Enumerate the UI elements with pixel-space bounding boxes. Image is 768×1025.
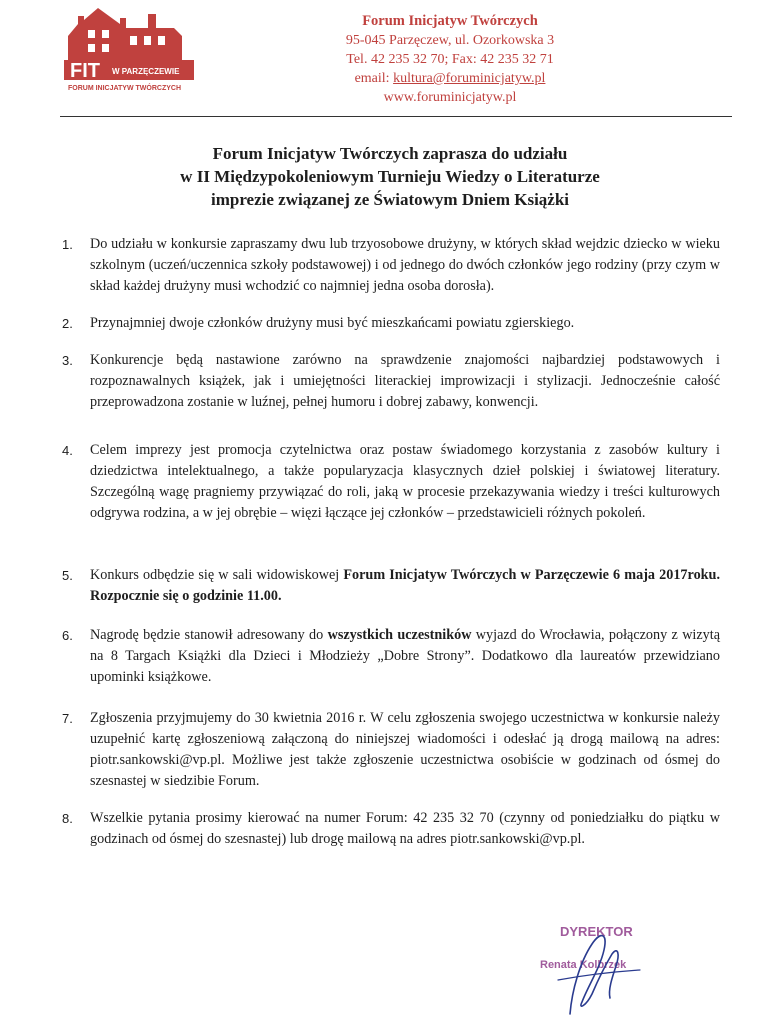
list-item-2 — [62, 313, 720, 334]
item-text-bold: Forum Inicjatyw Twórczych w Parzęczewie 6 maja 2017roku. Rozpocznie się o godzinie 11.00. — [90, 567, 720, 604]
item-number: 5. — [62, 568, 73, 583]
item-text-pre: Nagrodę będzie stanowił adresowany do — [90, 627, 328, 643]
logo-mark: FIT — [70, 60, 100, 82]
email-link[interactable]: kultura@foruminicjatyw.pl — [393, 71, 546, 86]
logo-subtitle: W PARZĘCZEWIE — [112, 67, 180, 76]
item-text-pre: Konkurs odbędzie się w sali widowiskowej — [90, 567, 344, 583]
letterhead-email-line — [330, 69, 570, 88]
item-text — [90, 625, 720, 688]
title-line-1: Forum Inicjatyw Twórczych zaprasza do udziału — [212, 144, 568, 163]
list-item-5 — [62, 565, 720, 607]
stamp-name: Renata Kolbrzek — [540, 959, 627, 971]
list-item-7 — [62, 708, 720, 792]
letterhead-phone: Tel. 42 235 32 70; Fax: 42 235 32 71 — [346, 52, 554, 67]
fit-logo — [58, 6, 200, 92]
item-text: Zgłoszenia przyjmujemy do 30 kwietnia 2016 r. W celu zgłoszenia swojego uczestnictwa w konkursie należy uzupełnić kartę zgłoszeniową załączoną do niniejszej wiadomości i odesłać ją drogą mailową na adres: piotr.sankowski@vp.pl. Możliwe jest także zgłoszenie uczestnictwa osobiście w godzinach od ósmej do szesnastej w siedzibie Forum. — [90, 710, 720, 789]
item-number: 8. — [62, 811, 73, 826]
item-text — [90, 565, 720, 607]
item-number: 6. — [62, 628, 73, 643]
letterhead-website[interactable]: www.foruminicjatyw.pl — [383, 90, 517, 105]
document-title — [60, 142, 720, 211]
item-number: 7. — [62, 711, 73, 726]
item-number: 2. — [62, 316, 73, 331]
list-item-3 — [62, 350, 720, 413]
letterhead — [330, 12, 570, 107]
letterhead-org: Forum Inicjatyw Twórczych — [362, 13, 538, 29]
list-item-6 — [62, 625, 720, 688]
item-number: 3. — [62, 353, 73, 368]
title-line-2: w II Międzypokoleniowym Turnieju Wiedzy o Literaturze — [180, 167, 600, 186]
item-number: 4. — [62, 443, 73, 458]
logo-caption: FORUM INICJATYW TWÓRCZYCH — [68, 85, 182, 92]
email-label: email: — [354, 71, 394, 86]
list-item-1 — [62, 234, 720, 297]
item-text-bold: wszystkich uczestników — [327, 627, 472, 643]
list-item-4 — [62, 440, 720, 524]
item-text-post: wyjazd do Wrocławia, połączony z wizytą na 8 Targach Książki dla Dzieci i Młodzieży „Dobre Strony”. Dodatkowo dla laureatów przewidziano upominki książkowe. — [90, 627, 721, 685]
list-item-8 — [62, 808, 720, 850]
signature-graphic — [530, 910, 670, 1020]
letterhead-address: 95-045 Parzęczew, ul. Ozorkowska 3 — [345, 33, 555, 48]
header-divider — [60, 116, 732, 117]
title-line-3: imprezie związanej ze Światowym Dniem Książki — [210, 190, 570, 209]
director-signature-stamp — [530, 910, 670, 1020]
item-text: Konkurencje będą nastawione zarówno na sprawdzenie znajomości najbardziej podstawowych i rozpoznawalnych książek, jak i umiejętności literackiej improwizacji i stylizacji. Jednocześnie całość przeprowadzona zostanie w luźnej, pełnej humoru i dobrej zabawy, konwencji. — [90, 352, 720, 410]
item-text: Celem imprezy jest promocja czytelnictwa oraz postaw świadomego korzystania z zasobów kultury i dziedzictwa intelektualnego, a także popularyzacja klasycznych dzieł polskiej i światowej literatury. Szczególną wagę pragniemy przywiązać do roli, jaką w procesie przekazywania wiedzy i treści kulturowych odgrywa rodzina, a w jej obrębie – więzi łączące jej członków – przedstawicieli różnych pokoleń. — [90, 442, 720, 521]
item-text: Wszelkie pytania prosimy kierować na numer Forum: 42 235 32 70 (czynny od poniedziałku do piątku w godzinach od ósmej do szesnastej) lub drogę mailową na adres piotr.sankowski@vp.pl. — [90, 810, 720, 847]
item-text: Do udziału w konkursie zapraszamy dwu lub trzyosobowe drużyny, w których skład wejdzic dziecko w wieku szkolnym (uczeń/uczennica szkoły podstawowej) i od jednego do dwóch członków jego rodziny (przy czym w skład każdej drużyny musi wchodzić co najmniej jedna osoba dorosła). — [90, 236, 720, 294]
item-number: 1. — [62, 237, 73, 252]
fit-logo-graphic — [58, 6, 200, 92]
item-text: Przynajmniej dwoje członków drużyny musi być mieszkańcami powiatu zgierskiego. — [90, 315, 575, 331]
stamp-role: DYREKTOR — [560, 924, 633, 939]
